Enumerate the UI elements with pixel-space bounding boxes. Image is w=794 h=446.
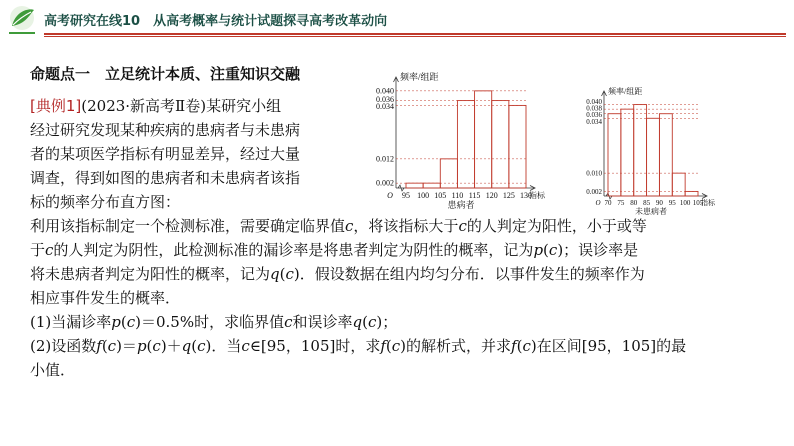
y-tick-label: 0.002 — [376, 178, 394, 188]
x-tick-label: 125 — [502, 191, 515, 200]
text-run: 的人判定为阳性，小于或等 — [466, 217, 647, 235]
y-tick-label: 0.002 — [586, 187, 602, 196]
question-2 — [30, 334, 686, 358]
x-tick-label: 110 — [451, 191, 464, 200]
histogram-bar — [509, 105, 526, 188]
var-p: p — [533, 241, 544, 259]
var-c: c — [45, 241, 54, 259]
var-c: c — [284, 313, 293, 331]
text-run: ，将该指标大于 — [353, 217, 459, 235]
header-title: 高考研究在线10 从高考概率与统计试题探寻高考改革动向 — [44, 14, 388, 29]
histogram-bar — [423, 183, 440, 188]
x-tick-label: 75 — [617, 199, 625, 207]
x-tick-label: 130 — [520, 191, 532, 200]
text-run: (2)设函数 — [30, 337, 97, 355]
problem-line-9: 相应事件发生的概率． — [30, 289, 181, 307]
y-tick-label: 0.040 — [376, 86, 394, 96]
problem-line-2: 经过研究发现某种疾病的患病者与未患病 — [30, 121, 301, 139]
x-axis-label: 指标 — [701, 199, 715, 207]
var-f: f — [96, 337, 102, 355]
text-run: 于 — [30, 241, 46, 259]
histogram-bar — [492, 101, 509, 188]
text-run: )；误诊率是 — [557, 241, 639, 259]
text-run: ( — [191, 337, 198, 355]
origin-label: O — [595, 199, 601, 207]
problem-line-4: 调查，得到如图的患病者和未患病者该指 — [30, 169, 301, 187]
histogram-bar — [621, 109, 634, 196]
problem-text: 某研究小组 — [206, 97, 282, 115]
var-q: q — [181, 337, 192, 355]
text-run: )．当 — [205, 337, 242, 355]
y-tick-label: 0.034 — [376, 101, 394, 111]
example-tag: [典例1] — [30, 97, 82, 115]
problem-source: (2023·新高考Ⅱ卷) — [81, 97, 207, 115]
text-run: )； — [376, 313, 398, 331]
problem-line-12: 小值． — [30, 361, 76, 379]
y-tick-label: 0.010 — [586, 169, 602, 178]
histogram-bar — [647, 118, 660, 196]
y-tick-label: 0.012 — [376, 154, 394, 164]
logo-leaf-icon — [4, 2, 40, 38]
var-p: p — [136, 337, 147, 355]
x-axis-label: 指标 — [529, 191, 545, 200]
question-1 — [30, 310, 397, 334]
var-c: c — [522, 337, 531, 355]
problem-line-3: 者的某项医学指标有明显差异，经过大量 — [30, 145, 301, 163]
problem-line-5: 标的频率分布直方图： — [30, 193, 181, 211]
slide-header — [0, 0, 794, 42]
x-axis-title: 未患病者 — [635, 207, 667, 216]
text-run: )的解析式，并求 — [400, 337, 512, 355]
x-tick-label: 100 — [417, 191, 430, 200]
x-tick-label: 120 — [485, 191, 498, 200]
x-tick-label: 100 — [679, 199, 691, 207]
y-tick-label: 0.034 — [586, 117, 602, 126]
var-q: q — [352, 313, 363, 331]
x-tick-label: 70 — [604, 199, 612, 207]
var-f: f — [511, 337, 517, 355]
text-run: ( — [279, 265, 286, 283]
x-axis-title: 患病者 — [447, 200, 475, 210]
var-c: c — [197, 337, 206, 355]
var-c: c — [107, 337, 117, 355]
x-tick-label: 105 — [692, 199, 704, 207]
histogram-bar — [672, 173, 685, 196]
var-q: q — [270, 265, 280, 283]
histogram-bar — [608, 114, 621, 196]
histogram-patients — [356, 62, 556, 220]
y-axis-title: 频率/组距 — [400, 72, 439, 82]
y-tick-label: 0.036 — [376, 95, 394, 105]
text-run: ( — [362, 313, 368, 331]
y-tick-label: 0.038 — [586, 104, 602, 113]
var-c: c — [458, 217, 467, 235]
text-run: ( — [146, 337, 153, 355]
text-run: ( — [385, 337, 392, 355]
var-c: c — [126, 313, 136, 331]
y-axis-title: 频率/组距 — [608, 87, 643, 96]
var-c: c — [152, 337, 161, 355]
histogram-bar — [406, 183, 423, 188]
text-run: ∈[95，105]时，求 — [249, 337, 381, 355]
y-tick-label: 0.036 — [586, 111, 602, 120]
topic-title: 命题点一 立足统计本质、注重知识交融 — [30, 65, 301, 83]
header-divider — [44, 33, 786, 35]
var-c: c — [548, 241, 558, 259]
text-run: )＝0.5%时，求临界值 — [135, 313, 285, 331]
text-run: )＝ — [116, 337, 137, 355]
var-c: c — [285, 265, 294, 283]
text-run: 和误诊率 — [292, 313, 353, 331]
problem-line-8 — [30, 262, 645, 286]
text-run: ( — [101, 337, 108, 355]
text-run: 将未患病者判定为阳性的概率，记为 — [30, 265, 271, 283]
text-run: (1)当漏诊率 — [30, 313, 112, 331]
x-tick-label: 105 — [434, 191, 447, 200]
text-run: ( — [120, 313, 127, 331]
var-c: c — [367, 313, 377, 331]
var-c: c — [391, 337, 401, 355]
x-tick-label: 115 — [468, 191, 481, 200]
histogram-bar — [685, 191, 698, 196]
text-run: ( — [543, 241, 549, 259]
histogram-bar — [457, 101, 474, 188]
problem-line-1 — [30, 94, 281, 118]
x-tick-label: 85 — [643, 199, 651, 207]
histogram-bar — [440, 159, 457, 188]
problem-line-7 — [30, 238, 638, 262]
x-tick-label: 95 — [402, 191, 410, 200]
var-c: c — [345, 217, 354, 235]
x-tick-label: 80 — [630, 199, 638, 207]
text-run: )．假设数据在组内均匀分布．以事件发生的频率作为 — [293, 265, 645, 283]
origin-label: O — [387, 191, 393, 200]
x-tick-label: 95 — [668, 199, 676, 207]
header-divider-thin — [44, 36, 786, 37]
text-run: 的人判定为阴性，此检测标准的漏诊率是将患者判定为阴性的概率，记为 — [53, 241, 534, 259]
text-run: )在区间[95，105]的最 — [530, 337, 687, 355]
text-run: 利用该指标制定一个检测标准，需要确定临界值 — [30, 217, 346, 235]
x-tick-label: 90 — [655, 199, 663, 207]
histogram-bar — [659, 114, 672, 196]
text-run: ( — [516, 337, 523, 355]
text-run: )＋ — [160, 337, 182, 355]
var-p: p — [111, 313, 121, 331]
histogram-non-patients — [570, 78, 720, 222]
y-tick-label: 0.040 — [586, 98, 602, 107]
var-f: f — [380, 337, 386, 355]
var-c: c — [241, 337, 250, 355]
